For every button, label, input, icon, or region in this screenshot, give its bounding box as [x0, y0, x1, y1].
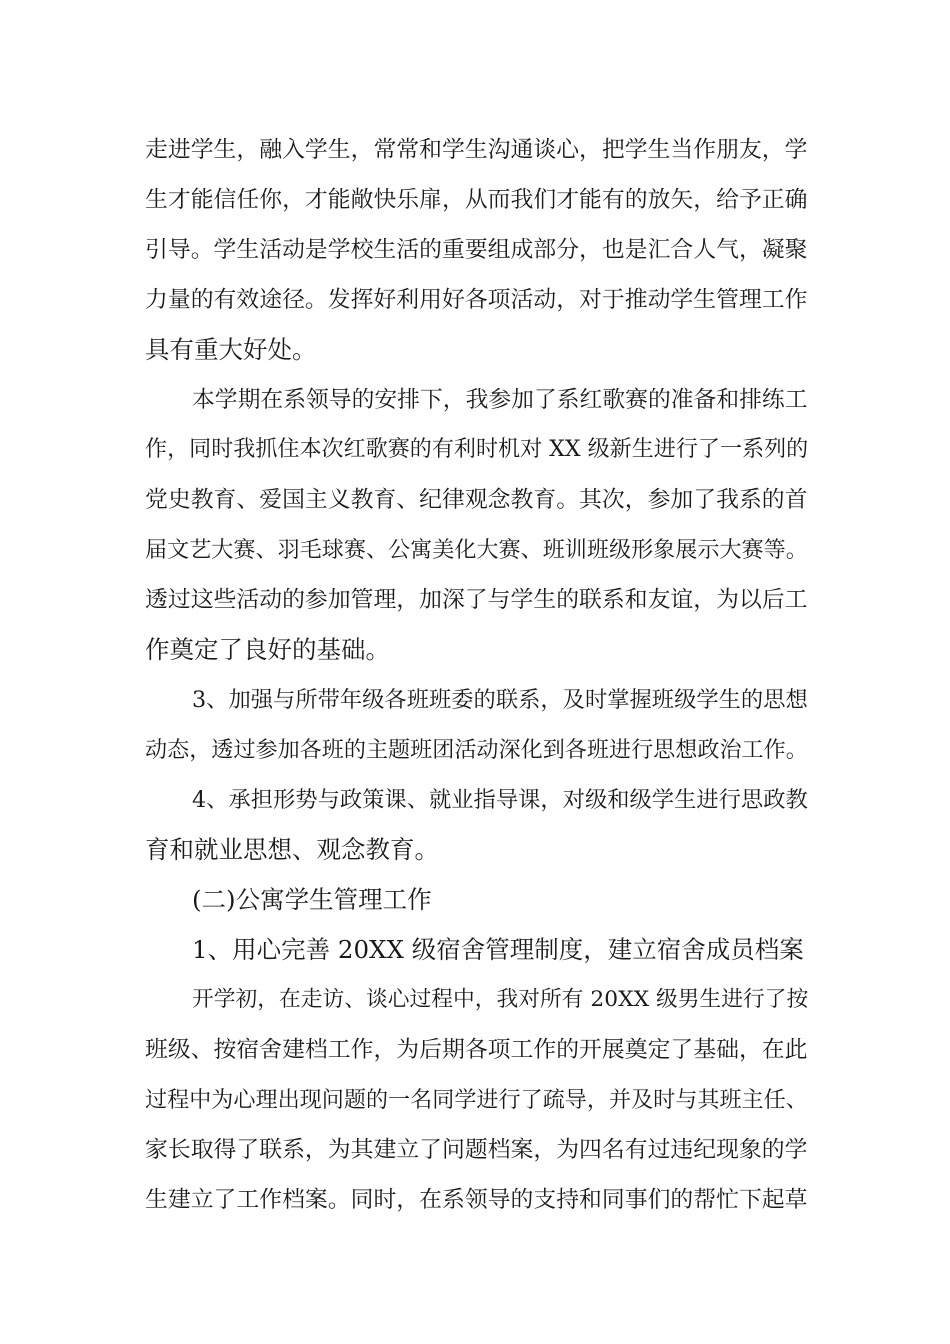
paragraph-line: 本学期在系领导的安排下，我参加了系红歌赛的准备和排练工	[192, 387, 808, 413]
paragraph-line: 过程中为心理出现问题的一名同学进行了疏导，并及时与其班主任、	[145, 1087, 808, 1113]
paragraph-line: 生才能信任你，才能敞快乐扉，从而我们才能有的放矢，给予正确	[145, 187, 808, 213]
paragraph-line: 作奠定了良好的基础。	[145, 635, 390, 664]
paragraph-line: 育和就业思想、观念教育。	[145, 835, 439, 864]
paragraph-line: 家长取得了联系，为其建立了问题档案，为四名有过违纪现象的学	[145, 1137, 808, 1163]
paragraph-line: 党史教育、爱国主义教育、纪律观念教育。其次，参加了我系的首	[145, 487, 808, 513]
paragraph-line: 力量的有效途径。发挥好利用好各项活动，对于推动学生管理工作	[145, 287, 808, 313]
paragraph-line: 3、加强与所带年级各班班委的联系，及时掌握班级学生的思想	[192, 687, 808, 713]
paragraph-line: 开学初，在走访、谈心过程中，我对所有 20XX 级男生进行了按	[192, 987, 809, 1012]
paragraph-line: 4、承担形势与政策课、就业指导课，对级和级学生进行思政教	[192, 787, 808, 813]
paragraph-line: 作，同时我抓住本次红歌赛的有利时机对 XX 级新生进行了一系列的	[145, 437, 809, 462]
paragraph-line: 具有重大好处。	[145, 335, 317, 364]
paragraph-line: 透过这些活动的参加管理，加深了与学生的联系和友谊，为以后工	[145, 587, 808, 613]
subsection-heading: 1、用心完善 20XX 级宿舍管理制度，建立宿舍成员档案	[192, 935, 804, 964]
paragraph-line: 动态，透过参加各班的主题班团活动深化到各班进行思想政治工作。	[145, 737, 808, 763]
paragraph-line: 引导。学生活动是学校生活的重要组成部分，也是汇合人气，凝聚	[145, 237, 808, 263]
paragraph-line: 届文艺大赛、羽毛球赛、公寓美化大赛、班训班级形象展示大赛等。	[145, 537, 808, 563]
paragraph-line: 走进学生，融入学生，常常和学生沟通谈心，把学生当作朋友，学	[145, 137, 808, 163]
paragraph-line: 生建立了工作档案。同时，在系领导的支持和同事们的帮忙下起草	[145, 1187, 808, 1213]
paragraph-line: 班级、按宿舍建档工作，为后期各项工作的开展奠定了基础，在此	[145, 1037, 808, 1063]
section-heading: (二)公寓学生管理工作	[192, 885, 432, 914]
